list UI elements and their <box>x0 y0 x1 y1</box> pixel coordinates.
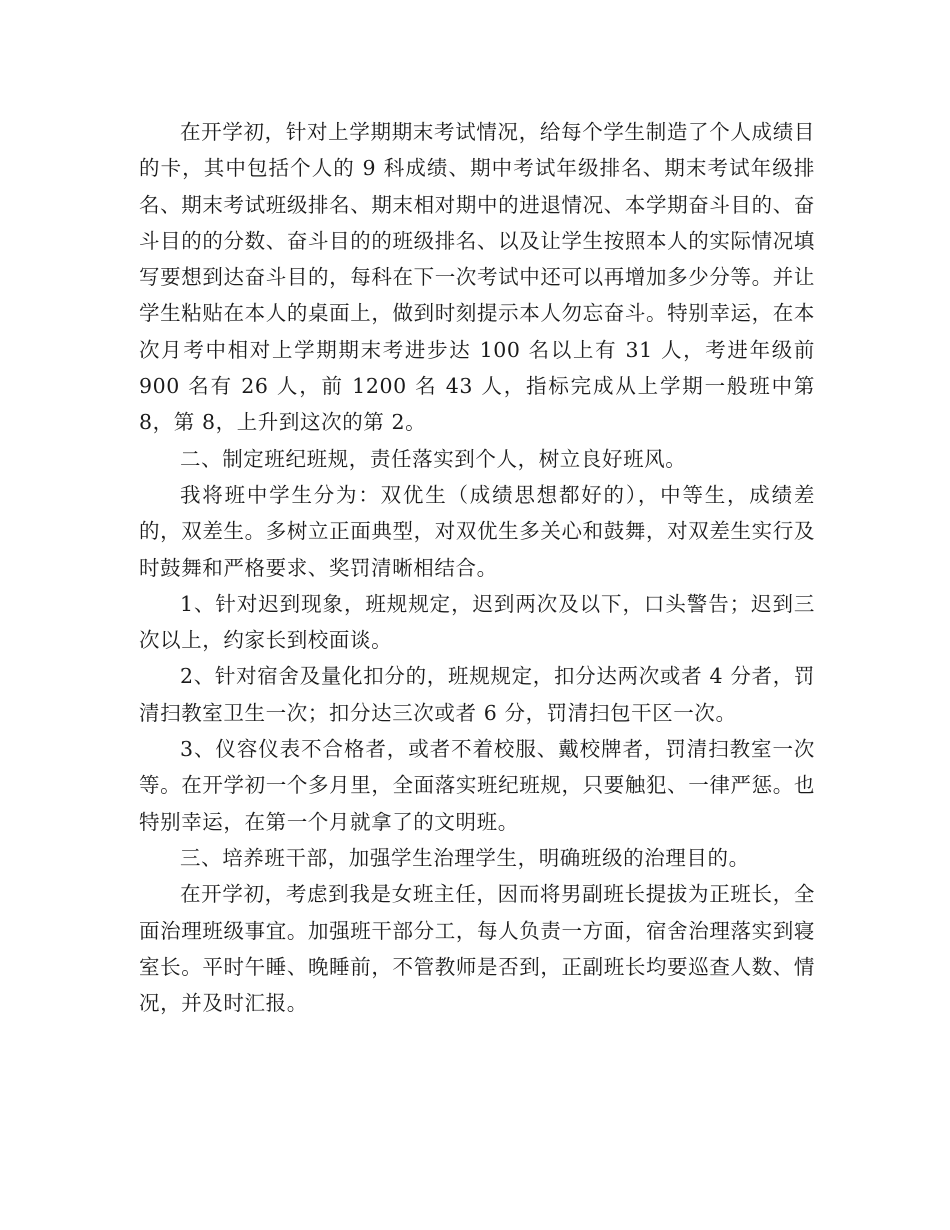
paragraph-student-groups: 我将班中学生分为：双优生（成绩思想都好的），中等生，成绩差的，双差生。多树立正面典型，对双优生多关心和鼓舞，对双差生实行及时鼓舞和严格要求、奖罚清晰相结合。 <box>139 482 815 580</box>
list-item-dorm-deduction-rule: 2、针对宿舍及量化扣分的，班规规定，扣分达两次或者 4 分者，罚清扫教室卫生一次；扣分达三次或者 6 分，罚清扫包干区一次。 <box>139 664 815 725</box>
paragraph-class-monitor: 在开学初，考虑到我是女班主任，因而将男副班长提拔为正班长，全面治理班级事宜。加强班干部分工，每人负责一方面，宿舍治理落实到寝室长。平时午睡、晚睡前，不管教师是否到，正副班长均要巡查人数、情况，并及时汇报。 <box>139 882 815 1016</box>
document-body <box>139 114 815 1021</box>
section-heading-class-rules: 二、制定班纪班规，责任落实到个人，树立良好班风。 <box>180 446 687 471</box>
section-heading-class-cadres: 三、培养班干部，加强学生治理学生，明确班级的治理目的。 <box>180 845 750 870</box>
list-item-lateness-rule: 1、针对迟到现象，班规规定，迟到两次及以下，口头警告；迟到三次以上，约家长到校面谈。 <box>139 591 815 653</box>
list-item-appearance-rule: 3、仪容仪表不合格者，或者不着校服、戴校牌者，罚清扫教室一次等。在开学初一个多月里，全面落实班纪班规，只要触犯、一律严惩。也特别幸运，在第一个月就拿了的文明班。 <box>139 737 815 834</box>
paragraph-score-card: 在开学初，针对上学期期末考试情况，给每个学生制造了个人成绩目的卡，其中包括个人的 9 科成绩、期中考试年级排名、期末考试年级排名、期末考试班级排名、期末相对期中的进退情况、本学期奋斗目的、奋斗目的的分数、奋斗目的的班级排名、以及让学生按照本人的实际情况填写要想到达奋斗目的，每科在下一次考试中还可以再增加多少分等。并让学生粘贴在本人的桌面上，做到时刻提示本人勿忘奋斗。特别幸运，在本次月考中相对上学期期末考进步达 100 名以上有 31 人，考进年级前 900 名有 26 人，前 1200 名 43 人，指标完成从上学期一般班中第 8，第 8，上升到这次的第 2。 <box>139 120 815 435</box>
